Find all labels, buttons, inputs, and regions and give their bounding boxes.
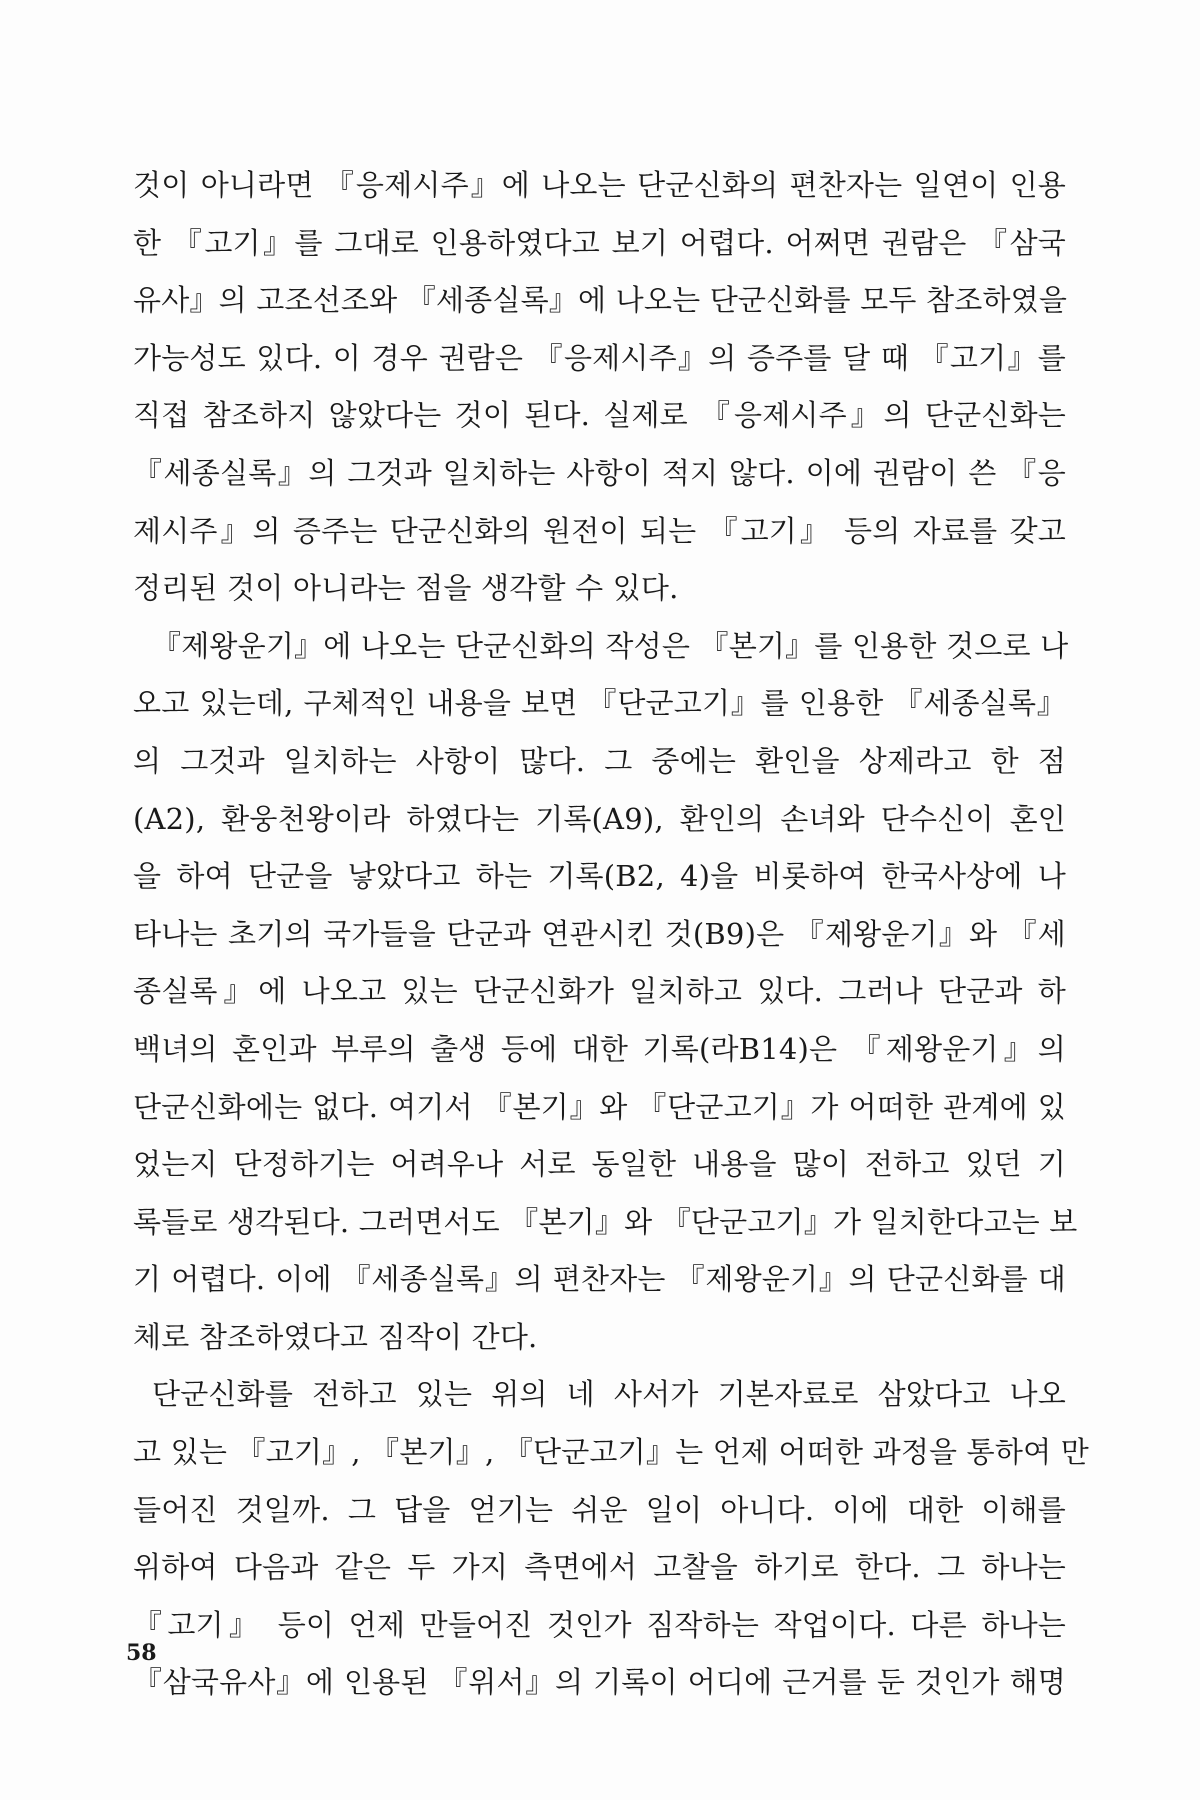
- text-line: 제시주』의 증주는 단군신화의 원전이 되는 『고기』 등의 자료를 갖고: [133, 513, 1066, 548]
- text-line: 고 있는 『고기』, 『본기』, 『단군고기』는 언제 어떠한 과정을 통하여 만: [133, 1435, 1089, 1470]
- text-line: 들어진 것일까. 그 답을 얻기는 쉬운 일이 아니다. 이에 대한 이해를: [133, 1492, 1066, 1527]
- paragraph: [133, 618, 1078, 1367]
- paragraph: [133, 1366, 1089, 1712]
- text-line: 정리된 것이 아니라는 점을 생각할 수 있다.: [133, 571, 679, 606]
- text-line: 『고기』 등이 언제 만들어진 것인가 짐작하는 작업이다. 다른 하나는: [133, 1607, 1066, 1642]
- text-line: 『세종실록』의 그것과 일치하는 사항이 적지 않다. 이에 권람이 쓴 『응: [133, 455, 1066, 490]
- body-text: [133, 157, 1089, 1712]
- text-line: 오고 있는데, 구체적인 내용을 보면 『단군고기』를 인용한 『세종실록』: [133, 686, 1066, 721]
- text-line: 단군신화를 전하고 있는 위의 네 사서가 기본자료로 삼았다고 나오: [152, 1377, 1066, 1412]
- text-line: 위하여 다음과 같은 두 가지 측면에서 고찰을 하기로 한다. 그 하나는: [133, 1550, 1066, 1585]
- text-line: 타나는 초기의 국가들을 단군과 연관시킨 것(B9)은 『제왕운기』와 『세: [133, 916, 1066, 951]
- text-line: 유사』의 고조선조와 『세종실록』에 나오는 단군신화를 모두 참조하였을: [133, 283, 1068, 318]
- text-line: (A2), 환웅천왕이라 하였다는 기록(A9), 환인의 손녀와 단수신이 혼인: [133, 801, 1066, 836]
- page-number: 58: [126, 1640, 157, 1666]
- text-line: 기 어렵다. 이에 『세종실록』의 편찬자는 『제왕운기』의 단군신화를 대: [133, 1262, 1066, 1297]
- text-line: 것이 아니라면 『응제시주』에 나오는 단군신화의 편찬자는 일연이 인용: [133, 168, 1066, 202]
- text-line: 록들로 생각된다. 그러면서도 『본기』와 『단군고기』가 일치한다고는 보: [133, 1204, 1078, 1239]
- text-line: 가능성도 있다. 이 경우 권람은 『응제시주』의 증주를 달 때 『고기』를: [133, 340, 1066, 375]
- text-line: 종실록』에 나오고 있는 단군신화가 일치하고 있다. 그러나 단군과 하: [133, 974, 1066, 1009]
- text-line: 었는지 단정하기는 어려우나 서로 동일한 내용을 많이 전하고 있던 기: [133, 1147, 1066, 1182]
- text-line: 한 『고기』를 그대로 인용하였다고 보기 어렵다. 어쩌면 권람은 『삼국: [133, 225, 1066, 260]
- text-line: 단군신화에는 없다. 여기서 『본기』와 『단군고기』가 어떠한 관계에 있: [133, 1089, 1066, 1124]
- paragraph: [133, 157, 1066, 618]
- text-line: 체로 참조하였다고 짐작이 간다.: [133, 1319, 538, 1354]
- text-line: 직접 참조하지 않았다는 것이 된다. 실제로 『응제시주』의 단군신화는: [133, 398, 1066, 433]
- text-line: 의 그것과 일치하는 사항이 많다. 그 중에는 환인을 상제라고 한 점: [133, 743, 1066, 778]
- text-line: 『삼국유사』에 인용된 『위서』의 기록이 어디에 근거를 둔 것인가 해명: [133, 1665, 1066, 1700]
- text-line: 백녀의 혼인과 부루의 출생 등에 대한 기록(라B14)은 『제왕운기』의: [133, 1031, 1066, 1066]
- text-line: 을 하여 단군을 낳았다고 하는 기록(B2, 4)을 비롯하여 한국사상에 나: [133, 859, 1066, 894]
- text-line: 『제왕운기』에 나오는 단군신화의 작성은 『본기』를 인용한 것으로 나: [152, 628, 1069, 663]
